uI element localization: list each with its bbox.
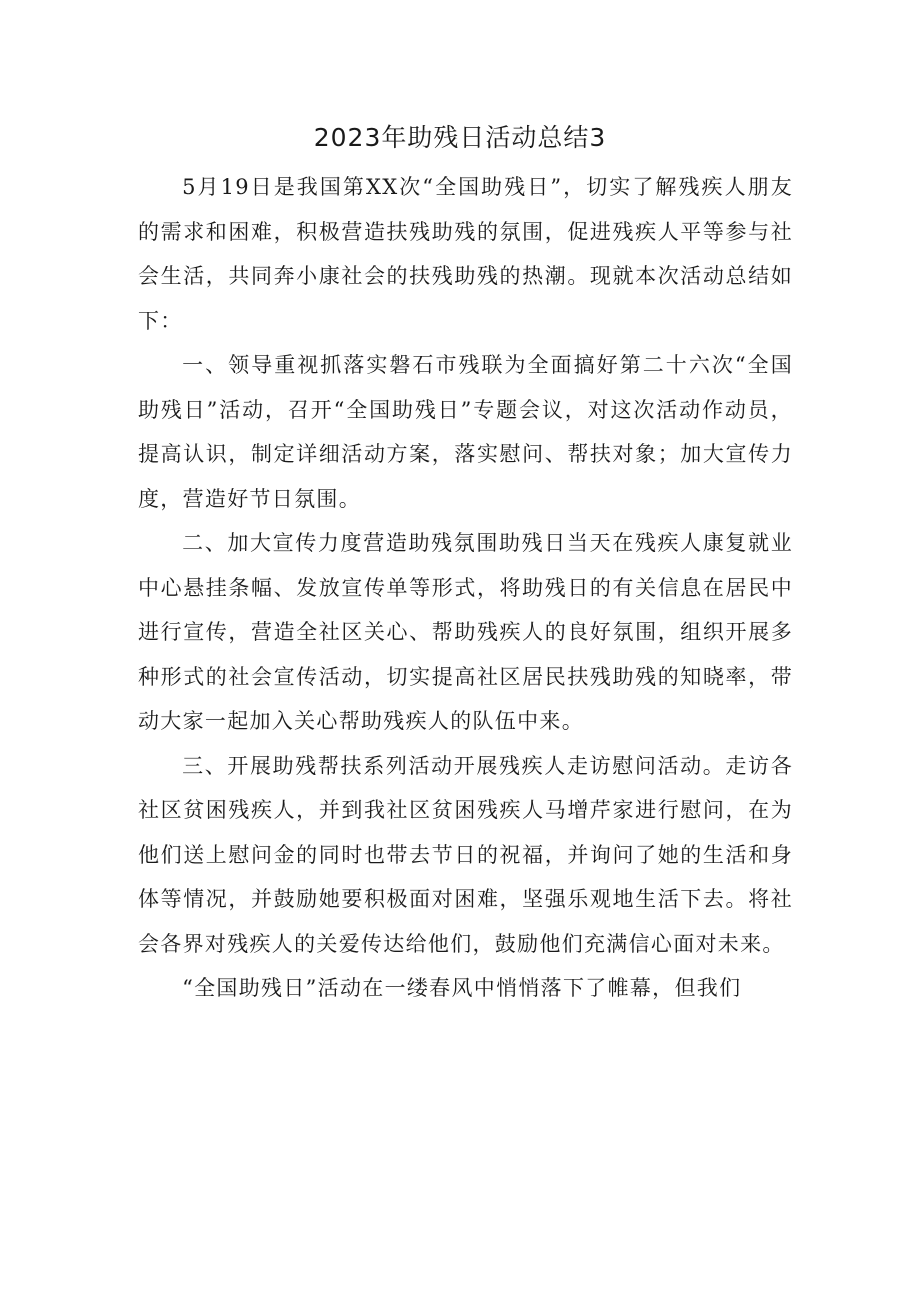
paragraph-section-1: 一、领导重视抓落实磐石市残联为全面搞好第二十六次“全国助残日”活动，召开“全国助残日”专题会议，对这次活动作动员，提高认识，制定详细活动方案，落实慰问、帮扶对象；加大宣传力度，营造好节日氛围。 [138,353,793,511]
document-body [138,165,793,1011]
document-title: 2023年助残日活动总结3 [313,123,607,152]
paragraph-section-3: 三、开展助残帮扶系列活动开展残疾人走访慰问活动。走访各社区贫困残疾人，并到我社区贫困残疾人马增芹家进行慰问，在为他们送上慰问金的同时也带去节日的祝福，并询问了她的生活和身体等情况，并鼓励她要积极面对困难，坚强乐观地生活下去。将社会各界对残疾人的关爱传达给他们，鼓励他们充满信心面对未来。 [138,753,793,956]
paragraph-intro: 5月19日是我国第XX次“全国助残日”，切实了解残疾人朋友的需求和困难，积极营造扶残助残的氛围，促进残疾人平等参与社会生活，共同奔小康社会的扶残助残的热潮。现就本次活动总结如下： [138,175,793,333]
paragraph-section-2: 二、加大宣传力度营造助残氛围助残日当天在残疾人康复就业中心悬挂条幅、发放宣传单等形式，将助残日的有关信息在居民中进行宣传，营造全社区关心、帮助残疾人的良好氛围，组织开展多种形式的社会宣传活动，切实提高社区居民扶残助残的知晓率，带动大家一起加入关心帮助残疾人的队伍中来。 [138,531,793,733]
paragraph-closing: “全国助残日”活动在一缕春风中悄悄落下了帷幕，但我们 [182,976,742,1000]
